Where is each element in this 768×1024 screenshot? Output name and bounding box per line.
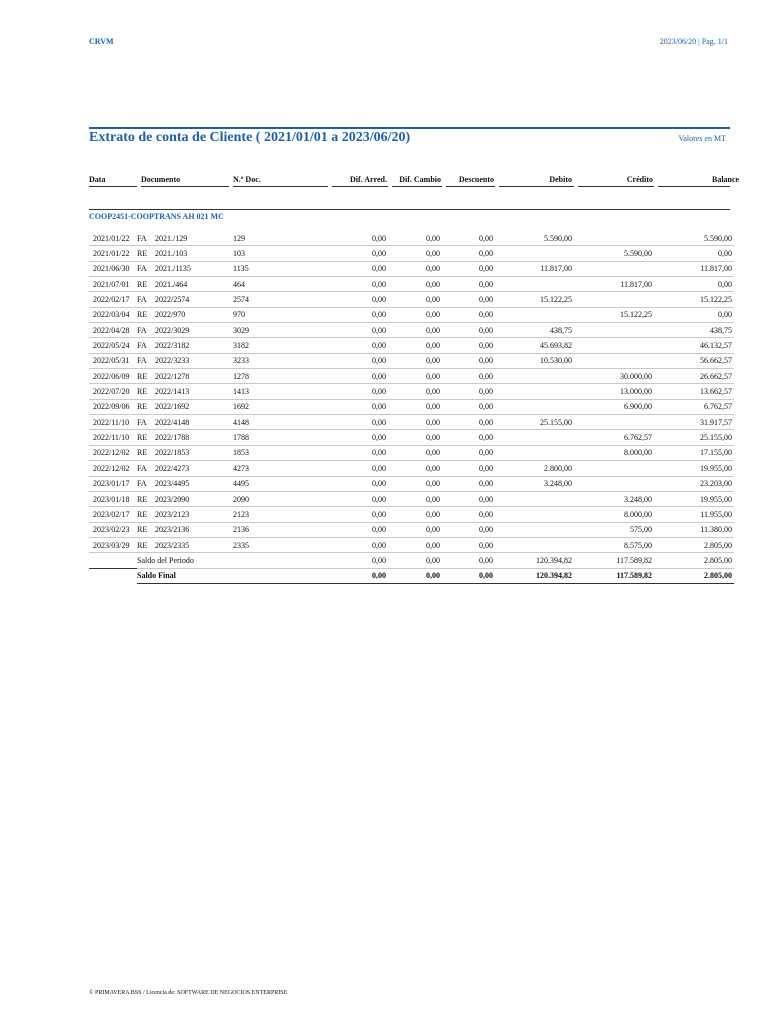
entry-credito: 11.817,00 (574, 277, 654, 292)
period-cambio: 0,00 (388, 553, 442, 568)
entry-cambio: 0,00 (388, 307, 442, 322)
entry-balance: 46.132,57 (654, 338, 734, 353)
final-balance: 2.805,00 (654, 568, 734, 583)
entry-document (137, 507, 233, 522)
entry-balance: 438,75 (654, 323, 734, 338)
entry-doc-ref: 2022/4148 (155, 417, 190, 427)
entry-document (137, 415, 233, 430)
entry-doc-ref: 2022/3182 (155, 341, 190, 351)
entry-doc-ref: 2022/4273 (155, 463, 190, 473)
entry-date: 2022/07/20 (89, 384, 137, 399)
final-debito: 120.394,82 (495, 568, 574, 583)
entry-cambio: 0,00 (388, 292, 442, 307)
table-row (89, 476, 734, 491)
entry-credito: 575,00 (574, 522, 654, 537)
col-header-arred: Dif. Arred. (350, 175, 387, 184)
entry-date: 2022/05/24 (89, 338, 137, 353)
entry-descuento: 0,00 (442, 430, 495, 445)
entry-document (137, 307, 233, 322)
entry-cambio: 0,00 (388, 369, 442, 384)
entry-type: FA (137, 264, 147, 274)
entry-descuento: 0,00 (442, 307, 495, 322)
header-rule (578, 186, 654, 187)
entry-descuento: 0,00 (442, 369, 495, 384)
entry-number: 1413 (233, 384, 332, 399)
entry-document (137, 430, 233, 445)
entry-date: 2022/11/10 (89, 415, 137, 430)
entry-balance: 0,00 (654, 246, 734, 261)
entry-cambio: 0,00 (388, 399, 442, 414)
entry-doc-ref: 2021./129 (155, 233, 188, 243)
final-desc: 0,00 (442, 568, 495, 583)
entry-doc-ref: 2022/3233 (155, 356, 190, 366)
table-row (89, 231, 734, 246)
entry-cambio: 0,00 (388, 476, 442, 491)
table-row (89, 277, 734, 292)
entry-date: 2022/09/06 (89, 399, 137, 414)
entry-arred: 0,00 (332, 522, 388, 537)
table-row (89, 323, 734, 338)
entry-type: RE (137, 402, 148, 412)
entry-doc-ref: 2023/2136 (155, 525, 190, 535)
entry-number: 3029 (233, 323, 332, 338)
entry-arred: 0,00 (332, 476, 388, 491)
entry-date: 2023/01/18 (89, 491, 137, 506)
entry-cambio: 0,00 (388, 430, 442, 445)
entry-document (137, 338, 233, 353)
entry-type: RE (137, 525, 148, 535)
entry-debito (495, 369, 574, 384)
entry-type: RE (137, 310, 148, 320)
date-page: 2023/06/20 | Pag. 1/1 (659, 37, 728, 46)
entry-type: RE (137, 279, 148, 289)
entry-document (137, 461, 233, 476)
entry-document (137, 522, 233, 537)
entry-credito: 8.000,00 (574, 507, 654, 522)
entry-arred: 0,00 (332, 277, 388, 292)
entry-type: FA (137, 463, 147, 473)
entry-balance: 19.955,00 (654, 491, 734, 506)
entry-date: 2022/02/17 (89, 292, 137, 307)
entry-doc-ref: 2023/2090 (155, 494, 190, 504)
entry-date: 2022/05/31 (89, 353, 137, 368)
entry-doc-ref: 2023/2123 (155, 509, 190, 519)
entry-document (137, 246, 233, 261)
entry-type: FA (137, 295, 147, 305)
entry-doc-ref: 2022/1278 (155, 371, 190, 381)
entry-cambio: 0,00 (388, 415, 442, 430)
entry-credito (574, 461, 654, 476)
entry-arred: 0,00 (332, 507, 388, 522)
entry-number: 2090 (233, 491, 332, 506)
entry-balance: 0,00 (654, 277, 734, 292)
entry-descuento: 0,00 (442, 415, 495, 430)
entry-descuento: 0,00 (442, 246, 495, 261)
entry-arred: 0,00 (332, 353, 388, 368)
table-row (89, 507, 734, 522)
entry-number: 4495 (233, 476, 332, 491)
entry-debito (495, 445, 574, 460)
entry-type: FA (137, 325, 147, 335)
entry-doc-ref: 2021./103 (155, 249, 188, 259)
entry-debito (495, 307, 574, 322)
entry-balance: 5.590,00 (654, 231, 734, 246)
entry-balance: 19.955,00 (654, 461, 734, 476)
entry-number: 1692 (233, 399, 332, 414)
entry-balance: 6.762,57 (654, 399, 734, 414)
entry-balance: 11.380,00 (654, 522, 734, 537)
col-header-cambio: Dif. Cambio (399, 175, 441, 184)
page-title: Extrato de conta de Cliente ( 2021/01/01 a 2023/06/20) (89, 130, 411, 145)
entry-arred: 0,00 (332, 537, 388, 552)
entry-debito: 2.800,00 (495, 461, 574, 476)
entry-descuento: 0,00 (442, 445, 495, 460)
header-rule (332, 186, 388, 187)
entry-number: 4273 (233, 461, 332, 476)
entry-credito: 13.000,00 (574, 384, 654, 399)
entry-arred: 0,00 (332, 246, 388, 261)
entry-type: FA (137, 417, 147, 427)
entry-type: FA (137, 341, 147, 351)
entry-cambio: 0,00 (388, 261, 442, 276)
entry-date: 2023/01/17 (89, 476, 137, 491)
entry-type: RE (137, 387, 148, 397)
entry-descuento: 0,00 (442, 491, 495, 506)
entry-doc-ref: 2023/4495 (155, 479, 190, 489)
header-rule (499, 186, 574, 187)
period-debito: 120.394,82 (495, 553, 574, 568)
entry-arred: 0,00 (332, 399, 388, 414)
entry-document (137, 353, 233, 368)
entry-number: 2136 (233, 522, 332, 537)
table-row (89, 430, 734, 445)
entry-balance: 31.917,57 (654, 415, 734, 430)
entry-balance: 26.662,57 (654, 369, 734, 384)
entry-document (137, 491, 233, 506)
entry-debito: 11.817,00 (495, 261, 574, 276)
spacer-cell (89, 553, 137, 568)
entry-arred: 0,00 (332, 384, 388, 399)
entry-arred: 0,00 (332, 491, 388, 506)
entry-date: 2023/02/17 (89, 507, 137, 522)
entry-type: FA (137, 233, 147, 243)
entry-number: 2123 (233, 507, 332, 522)
entry-number: 464 (233, 277, 332, 292)
entry-document (137, 399, 233, 414)
entry-credito (574, 353, 654, 368)
footer-license: © PRIMAVERA BSS / Licencia de: SOFTWARE DE NEGOCIOS ENTERPRISE (89, 990, 288, 996)
entry-debito: 15.122,25 (495, 292, 574, 307)
col-header-descuento: Descuento (458, 175, 494, 184)
entry-type: FA (137, 356, 147, 366)
entry-cambio: 0,00 (388, 522, 442, 537)
entry-debito: 10.530,00 (495, 353, 574, 368)
entry-descuento: 0,00 (442, 507, 495, 522)
entry-descuento: 0,00 (442, 384, 495, 399)
table-row (89, 522, 734, 537)
entry-debito: 438,75 (495, 323, 574, 338)
entry-descuento: 0,00 (442, 461, 495, 476)
entry-credito (574, 261, 654, 276)
entry-credito (574, 323, 654, 338)
entry-document (137, 261, 233, 276)
table-row (89, 537, 734, 552)
entry-doc-ref: 2022/1692 (155, 402, 190, 412)
entry-credito: 8.575,00 (574, 537, 654, 552)
section-separator (89, 209, 730, 210)
entry-date: 2021/06/30 (89, 261, 137, 276)
entry-date: 2022/04/28 (89, 323, 137, 338)
entry-arred: 0,00 (332, 461, 388, 476)
col-header-data: Data (89, 175, 106, 184)
entry-debito (495, 384, 574, 399)
entry-debito (495, 491, 574, 506)
title-rule (89, 127, 730, 129)
table-row (89, 461, 734, 476)
period-desc: 0,00 (442, 553, 495, 568)
table-row (89, 369, 734, 384)
entry-cambio: 0,00 (388, 537, 442, 552)
entry-date: 2022/11/10 (89, 430, 137, 445)
entry-cambio: 0,00 (388, 323, 442, 338)
entry-doc-ref: 2022/3029 (155, 325, 190, 335)
entry-cambio: 0,00 (388, 353, 442, 368)
entry-arred: 0,00 (332, 261, 388, 276)
entry-descuento: 0,00 (442, 261, 495, 276)
final-label: Saldo Final (137, 568, 332, 583)
entry-descuento: 0,00 (442, 231, 495, 246)
header-rule (141, 186, 229, 187)
entry-debito (495, 537, 574, 552)
entry-debito: 3.248,00 (495, 476, 574, 491)
entry-cambio: 0,00 (388, 491, 442, 506)
entry-debito (495, 399, 574, 414)
entry-document (137, 476, 233, 491)
entry-credito: 5.590,00 (574, 246, 654, 261)
entry-cambio: 0,00 (388, 445, 442, 460)
entry-doc-ref: 2021./1135 (155, 264, 191, 274)
header-rule (392, 186, 442, 187)
entry-document (137, 323, 233, 338)
table-row (89, 353, 734, 368)
period-balance-row (89, 553, 734, 568)
col-header-documento: Documento (141, 175, 181, 184)
entry-credito (574, 338, 654, 353)
entry-arred: 0,00 (332, 231, 388, 246)
entry-credito: 8.000,00 (574, 445, 654, 460)
header-rule (233, 186, 328, 187)
entry-credito: 6.762,57 (574, 430, 654, 445)
entry-balance: 23.203,00 (654, 476, 734, 491)
entry-debito: 25.155,00 (495, 415, 574, 430)
entry-cambio: 0,00 (388, 507, 442, 522)
entry-descuento: 0,00 (442, 292, 495, 307)
entry-debito (495, 430, 574, 445)
col-header-balance: Balance (712, 175, 740, 184)
entry-date: 2021/01/22 (89, 231, 137, 246)
entry-type: RE (137, 448, 148, 458)
entry-arred: 0,00 (332, 445, 388, 460)
entry-doc-ref: 2022/1413 (155, 387, 190, 397)
entry-number: 2335 (233, 537, 332, 552)
final-credito: 117.589,82 (574, 568, 654, 583)
company-name: CRVM (89, 37, 114, 46)
final-balance-row (89, 568, 734, 583)
entry-type: RE (137, 371, 148, 381)
entry-cambio: 0,00 (388, 246, 442, 261)
entry-doc-ref: 2022/970 (155, 310, 186, 320)
entry-number: 4148 (233, 415, 332, 430)
table-row (89, 384, 734, 399)
entry-date: 2022/06/09 (89, 369, 137, 384)
table-row (89, 246, 734, 261)
entry-arred: 0,00 (332, 323, 388, 338)
header-rule (658, 186, 730, 187)
entry-cambio: 0,00 (388, 461, 442, 476)
entry-type: RE (137, 433, 148, 443)
entry-date: 2022/03/04 (89, 307, 137, 322)
entry-date: 2022/12/02 (89, 461, 137, 476)
entry-balance: 13.662,57 (654, 384, 734, 399)
entry-number: 103 (233, 246, 332, 261)
col-header-credito: Crédito (626, 175, 653, 184)
table-row (89, 338, 734, 353)
entry-credito (574, 476, 654, 491)
entry-descuento: 0,00 (442, 522, 495, 537)
col-header-debito: Debito (549, 175, 572, 184)
entry-balance: 2.805,00 (654, 537, 734, 552)
entry-descuento: 0,00 (442, 537, 495, 552)
entry-number: 1788 (233, 430, 332, 445)
units-label: Valores en MT (678, 134, 726, 143)
statement-table (89, 231, 734, 584)
entry-document (137, 445, 233, 460)
final-arred: 0,00 (332, 568, 388, 583)
period-arred: 0,00 (332, 553, 388, 568)
entry-credito (574, 231, 654, 246)
entry-type: RE (137, 249, 148, 259)
entry-credito (574, 415, 654, 430)
entry-descuento: 0,00 (442, 338, 495, 353)
entry-number: 1853 (233, 445, 332, 460)
period-credito: 117.589,82 (574, 553, 654, 568)
entry-balance: 25.155,00 (654, 430, 734, 445)
entry-cambio: 0,00 (388, 338, 442, 353)
entry-debito (495, 246, 574, 261)
entry-doc-ref: 2022/1788 (155, 433, 190, 443)
table-row (89, 261, 734, 276)
entry-balance: 17.155,00 (654, 445, 734, 460)
customer-name: COOP2451-COOPTRANS AH 021 MC (89, 212, 224, 221)
entry-credito: 6.900,00 (574, 399, 654, 414)
entry-cambio: 0,00 (388, 231, 442, 246)
entry-number: 3233 (233, 353, 332, 368)
table-row (89, 307, 734, 322)
entry-doc-ref: 2022/2574 (155, 295, 190, 305)
col-header-ndoc: N.º Doc. (233, 175, 261, 184)
entry-cambio: 0,00 (388, 277, 442, 292)
entry-arred: 0,00 (332, 430, 388, 445)
entry-document (137, 292, 233, 307)
entry-document (137, 537, 233, 552)
entry-descuento: 0,00 (442, 323, 495, 338)
entry-debito: 5.590,00 (495, 231, 574, 246)
entry-arred: 0,00 (332, 415, 388, 430)
entry-balance: 11.955,00 (654, 507, 734, 522)
entry-descuento: 0,00 (442, 277, 495, 292)
entry-date: 2021/01/22 (89, 246, 137, 261)
entry-descuento: 0,00 (442, 476, 495, 491)
entry-number: 129 (233, 231, 332, 246)
entry-doc-ref: 2021./464 (155, 279, 188, 289)
entry-document (137, 384, 233, 399)
entry-debito (495, 277, 574, 292)
entry-date: 2023/03/29 (89, 537, 137, 552)
entry-date: 2023/02/23 (89, 522, 137, 537)
entry-number: 970 (233, 307, 332, 322)
entry-arred: 0,00 (332, 307, 388, 322)
spacer-cell (89, 568, 137, 583)
entry-descuento: 0,00 (442, 399, 495, 414)
entry-debito (495, 522, 574, 537)
table-row (89, 445, 734, 460)
entry-type: RE (137, 494, 148, 504)
entry-number: 2574 (233, 292, 332, 307)
period-balance: 2.805,00 (654, 553, 734, 568)
table-row (89, 292, 734, 307)
header-rule (89, 186, 137, 187)
entry-number: 1278 (233, 369, 332, 384)
entry-type: RE (137, 509, 148, 519)
entry-arred: 0,00 (332, 369, 388, 384)
entry-doc-ref: 2023/2335 (155, 540, 190, 550)
entry-doc-ref: 2022/1853 (155, 448, 190, 458)
entry-credito (574, 292, 654, 307)
entry-descuento: 0,00 (442, 353, 495, 368)
entry-debito (495, 507, 574, 522)
entry-date: 2021/07/01 (89, 277, 137, 292)
entry-debito: 45.693,82 (495, 338, 574, 353)
period-label: Saldo del Periodo (137, 553, 332, 568)
entry-balance: 11.817,00 (654, 261, 734, 276)
entry-date: 2022/12/02 (89, 445, 137, 460)
entry-arred: 0,00 (332, 292, 388, 307)
final-cambio: 0,00 (388, 568, 442, 583)
entry-balance: 56.662,57 (654, 353, 734, 368)
entry-balance: 15.122,25 (654, 292, 734, 307)
entry-type: FA (137, 479, 147, 489)
entry-document (137, 369, 233, 384)
entry-arred: 0,00 (332, 338, 388, 353)
entry-credito: 15.122,25 (574, 307, 654, 322)
entry-credito: 30.000,00 (574, 369, 654, 384)
entry-type: RE (137, 540, 148, 550)
entry-document (137, 231, 233, 246)
entry-credito: 3.248,00 (574, 491, 654, 506)
entry-number: 1135 (233, 261, 332, 276)
entry-document (137, 277, 233, 292)
header-rule (446, 186, 495, 187)
table-row (89, 399, 734, 414)
entry-balance: 0,00 (654, 307, 734, 322)
table-row (89, 491, 734, 506)
entry-number: 3182 (233, 338, 332, 353)
table-row (89, 415, 734, 430)
entry-cambio: 0,00 (388, 384, 442, 399)
